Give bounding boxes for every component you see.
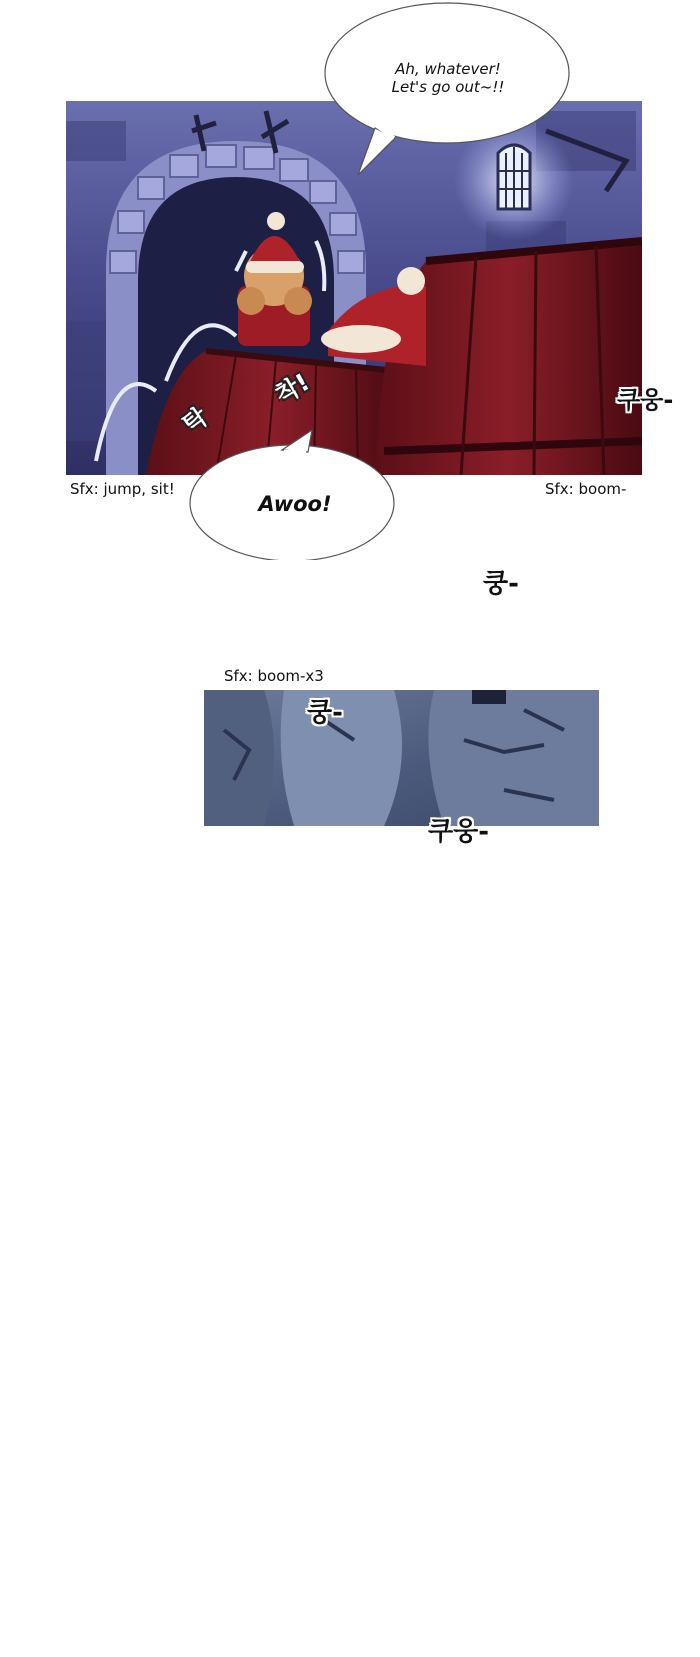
sfx-kung-middle: 쿵- <box>483 569 519 599</box>
sfx-kung-panel2: 쿵- <box>307 698 343 728</box>
comic-panel-2 <box>204 690 599 826</box>
sfx-tak: 탁 <box>177 402 213 439</box>
speech-bubble-middle-text: Awoo! <box>258 492 332 516</box>
speech-line-2: Let's go out~!! <box>391 78 505 96</box>
sfx-kuung-right: 쿠웅- <box>617 386 674 414</box>
speech-line-1: Ah, whatever! <box>395 60 501 78</box>
stone-pillars <box>204 690 599 826</box>
caption-sfx-boom-x3: Sfx: boom-x3 <box>224 667 324 685</box>
panel-2-artwork <box>204 690 599 826</box>
caption-sfx-boom: Sfx: boom- <box>545 480 627 498</box>
sfx-kuung-panel2: 쿠웅- <box>428 817 490 847</box>
sfx-chak: 착! <box>270 368 315 410</box>
speech-bubble-top-text <box>328 60 568 96</box>
caption-sfx-jump: Sfx: jump, sit! <box>70 480 175 498</box>
window-opening <box>472 690 506 704</box>
